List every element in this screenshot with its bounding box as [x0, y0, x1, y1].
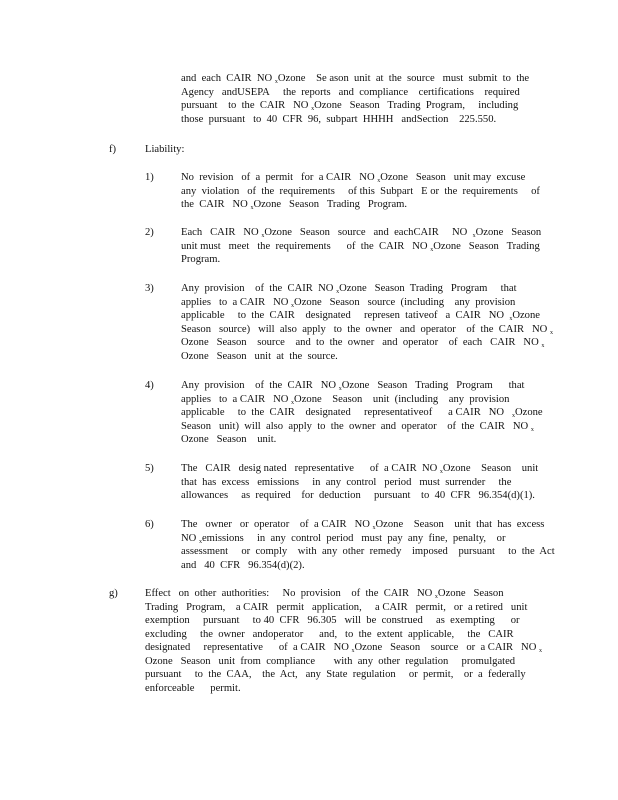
text-line: Any provision of the CAIR NO $_x$Ozone Season Trading Program that: [181, 380, 525, 392]
list-item: [181, 462, 538, 503]
text-line: Agency andUSEPA the reports and compliance certifications required: [181, 86, 520, 98]
text-line: the CAIR NO $_x$Ozone Season Trading Program.: [181, 199, 408, 211]
text-line: Season source) will also apply to the owner and operator of the CAIR NO $_x$: [181, 323, 553, 336]
text-line: applies to a CAIR NO $_x$Ozone Season unit (including any provision: [181, 393, 510, 406]
item-marker: 2): [145, 227, 154, 238]
list-item: [181, 171, 540, 212]
text-line: excluding the owner andoperator and, to the extent applicable, the CAIR: [145, 628, 514, 640]
item-marker: 4): [145, 380, 154, 391]
text-line: allowances as required for deduction pursuant to 40 CFR 96.354(d)(1).: [181, 490, 535, 501]
text-line: NO $_x$emissions in any control period must pay any fine, penalty, or: [181, 532, 506, 545]
text-line: Each CAIR NO $_x$Ozone Season source and eachCAIR NO $_x$Ozone Season: [181, 227, 542, 239]
text-line: Ozone Season source and to the owner and operator of each CAIR NO $_x$: [181, 337, 545, 349]
continuation-paragraph: [181, 72, 529, 126]
section-f-marker: f): [109, 144, 117, 155]
text-line: Any provision of the CAIR NO $_x$Ozone Season Trading Program that: [181, 283, 517, 295]
list-item: [181, 379, 543, 447]
text-line: any violation of the requirements of this Subpart E or the requirements of: [181, 185, 540, 197]
text-line: Program.: [181, 254, 221, 265]
text-line: Ozone Season unit.: [181, 434, 277, 445]
text-line: that has excess emissions in any control period must surrender the: [181, 476, 512, 488]
text-line: and 40 CFR 96.354(d)(2).: [181, 559, 305, 571]
list-item: [181, 518, 555, 572]
text-line: assessment or comply with any other remedy imposed pursuant to the Act: [181, 546, 555, 557]
text-line: enforceable permit.: [145, 682, 241, 694]
item-marker: 1): [145, 172, 154, 183]
text-line: applicable to the CAIR designated represen tativeof a CAIR NO $_x$Ozone: [181, 310, 540, 322]
text-line: Season unit) will also apply to the owner and operator of the CAIR NO $_x$: [181, 420, 534, 433]
section-g-paragraph: [145, 587, 542, 695]
text-line: No revision of a permit for a CAIR NO $_x$Ozone Season unit may excuse: [181, 172, 526, 184]
text-line: pursuant to the CAIR NO $_x$Ozone Season Trading Program, including: [181, 100, 519, 112]
text-line: Ozone Season unit from compliance with any other regulation promulgated: [145, 655, 516, 667]
text-line: exemption pursuant to 40 CFR 96.305 will be construed as exempting or: [145, 615, 520, 626]
text-line: unit must meet the requirements of the CAIR NO $_x$Ozone Season Trading: [181, 240, 540, 253]
text-line: pursuant to the CAA, the Act, any State regulation or permit, or a federally: [145, 669, 526, 680]
item-marker: 3): [145, 283, 154, 294]
item-marker: 5): [145, 463, 154, 474]
list-item: [181, 282, 553, 363]
text-line: The CAIR desig nated representative of a CAIR NO $_x$Ozone Season unit: [181, 463, 539, 475]
section-g-marker: g): [109, 588, 118, 599]
text-line: applicable to the CAIR designated representativeof a CAIR NO $_x$Ozone: [181, 407, 543, 419]
list-item: [181, 226, 541, 267]
text-line: Trading Program, a CAIR permit application, a CAIR permit, or a retired unit: [145, 601, 528, 613]
text-line: The owner or operator of a CAIR NO $_x$Ozone Season unit that has excess: [181, 519, 545, 531]
text-line: applies to a CAIR NO $_x$Ozone Season source (including any provision: [181, 296, 516, 309]
section-f-heading: Liability:: [145, 144, 185, 155]
text-line: designated representative of a CAIR NO $_x$Ozone Season source or a CAIR NO $_x$: [145, 642, 543, 654]
text-line: and each CAIR NO $_x$Ozone Se ason unit at the source must submit to the: [181, 73, 530, 85]
text-line: Ozone Season unit at the source.: [181, 350, 338, 362]
item-marker: 6): [145, 519, 154, 530]
text-line: Effect on other authorities: No provision of the CAIR NO $_x$Ozone Season: [145, 588, 504, 600]
text-line: those pursuant to 40 CFR 96, subpart HHHH andSection 225.550.: [181, 113, 497, 125]
